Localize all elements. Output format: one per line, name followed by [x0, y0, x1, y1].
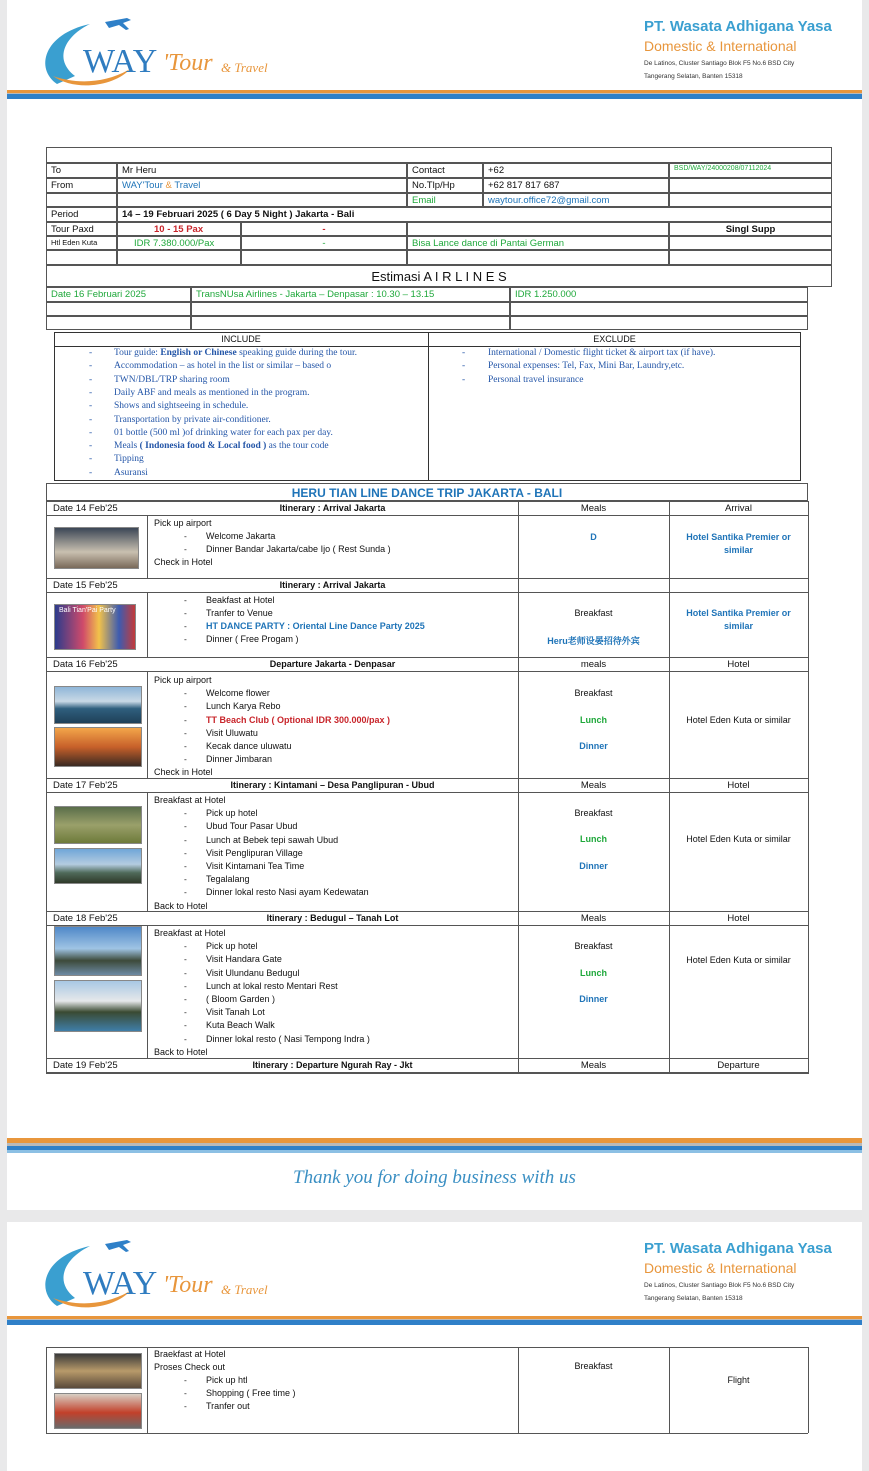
company-name: PT. Wasata Adhigana Yasa [644, 1240, 832, 1257]
blank-cell [46, 302, 191, 316]
from-amp: & [165, 180, 172, 191]
meal-dinner: Dinner [579, 741, 608, 751]
blank-cell [46, 250, 117, 265]
itinerary-line: Tranfer out [206, 1401, 250, 1411]
itinerary-line: Proses Check out [154, 1362, 226, 1372]
itinerary-line: Visit Kintamani Tea Time [206, 861, 305, 871]
include-item-text-a: Asuransi [114, 467, 148, 478]
hotel-name: Hotel Santika Premier or [686, 532, 791, 542]
flight-date: Date 16 Februari 2025 [46, 287, 191, 302]
company-address-1: De Latinos, Cluster Santiago Blok F5 No.6 BSD City [644, 1282, 795, 1289]
include-item-text-c: as the tour code [266, 441, 329, 452]
bullet-dash: - [184, 1007, 187, 1018]
reference-number: BSD/WAY/24000208/07112024 [669, 163, 832, 178]
bullet-dash: - [184, 980, 187, 991]
itinerary-line: Pick up airport [154, 518, 212, 528]
tlp-label: No.Tlp/Hp [407, 178, 483, 193]
trip-title: HERU TIAN LINE DANCE TRIP JAKARTA - BALI [46, 483, 808, 501]
day-date: Date 19 Feb'25 [53, 1060, 118, 1071]
include-item [114, 348, 357, 358]
htl-label: Htl Eden Kuta [46, 236, 117, 250]
include-item-text-a: Accommodation – as hotel in the list or similar – based o [114, 361, 332, 372]
airport-photo [54, 527, 139, 569]
bullet-dash: - [184, 754, 187, 765]
bullet-dash: - [184, 714, 187, 725]
day-meals-header: Meals [580, 780, 607, 791]
itinerary-line: Visit Handara Gate [206, 954, 282, 965]
svg-text:& Travel: & Travel [221, 1282, 268, 1297]
itinerary-line: Tranfer to Venue [206, 608, 273, 618]
bullet-dash: - [89, 374, 93, 385]
pax-label: Tour Paxd [46, 222, 117, 236]
bullet-dash: - [184, 531, 187, 541]
itinerary-line: Pick up htl [206, 1375, 248, 1385]
table-rule [46, 671, 808, 672]
bullet-dash: - [89, 467, 93, 478]
include-item-text-b: English or Chinese [160, 348, 237, 358]
heru-note: Heru老师设晏招待外宾 [547, 636, 640, 646]
include-item [114, 428, 333, 438]
hotel-name: Hotel Eden Kuta or similar [686, 834, 791, 844]
from-travel: Travel [174, 180, 201, 191]
header-top-border [46, 147, 832, 163]
bullet-dash: - [184, 967, 187, 978]
svg-text:WAY: WAY [83, 43, 158, 80]
bullet-dash: - [184, 874, 187, 885]
meal-breakfast: Breakfast [574, 1361, 613, 1371]
from-label: From [46, 178, 117, 193]
include-exclude-header-line [54, 346, 801, 347]
include-item-text-a: Tipping [114, 454, 144, 465]
table-rule [46, 501, 47, 1074]
itinerary-line: Pick up hotel [206, 808, 258, 819]
include-item [114, 415, 271, 425]
itinerary-line: Dinner Jimbaran [206, 754, 273, 765]
itinerary-line: Back to Hotel [154, 900, 208, 911]
bullet-dash: - [89, 348, 93, 358]
day-itinerary-title: Itinerary : Arrival Jakarta [279, 503, 386, 513]
bullet-dash: - [184, 808, 187, 819]
day-meals-header: Meals [580, 503, 607, 514]
include-item-text-a: Tour guide: [114, 348, 161, 358]
day-date: Date 15 Feb'25 [53, 580, 118, 591]
table-rule [808, 501, 809, 1074]
blank-cell [191, 316, 510, 330]
htl-dash: - [241, 236, 407, 250]
bullet-dash: - [89, 441, 93, 452]
company-tagline: Domestic & International [644, 38, 797, 54]
bullet-dash: - [89, 401, 93, 412]
exclude-item: International / Domestic flight ticket & airport tax (if have). [488, 348, 716, 358]
period-value: 14 – 19 Februari 2025 ( 6 Day 5 Night ) Jakarta - Bali [117, 207, 832, 222]
day-date: Date 14 Feb'25 [53, 503, 118, 514]
bullet-dash: - [462, 374, 466, 385]
itinerary-line: Visit Penglipuran Village [206, 847, 303, 858]
bullet-dash: - [184, 1020, 187, 1031]
day-hotel-header: Departure [717, 1060, 760, 1071]
tegalalang-photo [54, 806, 142, 844]
airlines-title: Estimasi A I R L I N E S [46, 265, 832, 287]
company-address-2: Tangerang Selatan, Banten 15318 [644, 73, 743, 80]
header-stripe-blue [7, 94, 862, 99]
blank-cell [46, 316, 191, 330]
contact-value: +62 [483, 163, 669, 178]
itinerary-line: Check in Hotel [154, 767, 213, 778]
include-item [114, 401, 248, 411]
day-meals-header: meals [580, 659, 607, 670]
bullet-dash: - [184, 1401, 187, 1411]
itinerary-line: Visit Ulundanu Bedugul [206, 967, 300, 978]
document-page-2 [7, 1222, 862, 1471]
from-way-tour: WAY'Tour [122, 180, 163, 191]
day-itinerary-title: Departure Jakarta - Denpasar [269, 659, 396, 669]
company-logo [35, 1236, 285, 1316]
blank-cell [407, 222, 669, 236]
day-meals-header: Meals [580, 1060, 607, 1071]
blank-cell [669, 193, 832, 207]
table-rule [808, 1347, 809, 1433]
itinerary-line: Kecak dance uluwatu [206, 741, 292, 751]
itinerary-line: Dinner lokal resto Nasi ayam Kedewatan [206, 887, 369, 898]
meal-breakfast: Breakfast [574, 688, 613, 698]
table-rule [46, 515, 808, 516]
document-page-1 [7, 0, 862, 1210]
company-tagline: Domestic & International [644, 1260, 797, 1276]
include-item [114, 468, 148, 478]
itinerary-line: Pick up airport [154, 675, 212, 685]
contact-label: Contact [407, 163, 483, 178]
bullet-dash: - [184, 1375, 187, 1385]
table-rule [518, 1347, 519, 1433]
company-info [644, 18, 854, 83]
email-label: Email [407, 193, 483, 207]
hotel-name: Hotel Eden Kuta or similar [686, 715, 791, 725]
itinerary-line: HT DANCE PARTY : Oriental Line Dance Party 2025 [206, 621, 425, 631]
table-rule [46, 1073, 808, 1074]
uluwatu-photo [54, 686, 142, 724]
include-item [114, 375, 230, 385]
footer-stripe-lightblue [7, 1150, 862, 1153]
departure-flight: Flight [727, 1375, 750, 1385]
include-item [114, 454, 144, 464]
include-item-text-b: ( Indonesia food & Local food ) [139, 441, 267, 452]
bedugul-photo [54, 926, 142, 976]
include-item-text-a: Shows and sightseeing in schedule. [114, 401, 249, 412]
table-rule [46, 1433, 808, 1434]
itinerary-line: Visit Tanah Lot [206, 1007, 265, 1018]
itinerary-line: Kuta Beach Walk [206, 1020, 275, 1031]
hotel-name: Hotel Santika Premier or [686, 608, 791, 618]
table-rule [46, 792, 808, 793]
kecak-photo [54, 727, 142, 767]
itinerary-line: Welcome Jakarta [206, 531, 276, 541]
include-item-text-c: speaking guide during the tour. [236, 348, 358, 358]
itinerary-line: Tegalalang [206, 874, 250, 885]
day-itinerary-title: Itinerary : Kintamani – Desa Panglipuran - Ubud [230, 780, 435, 790]
itinerary-line: Check in Hotel [154, 557, 213, 567]
bullet-dash: - [184, 994, 187, 1004]
itinerary-line: Dinner ( Free Progam ) [206, 634, 299, 644]
exclude-item: Personal expenses: Tel, Fax, Mini Bar, Laundry,etc. [488, 361, 685, 372]
blank-cell [241, 250, 407, 265]
to-value: Mr Heru [117, 163, 407, 178]
day-hotel-header: Hotel [727, 780, 750, 791]
itinerary-line: Lunch at lokal resto Mentari Rest [206, 980, 338, 991]
bullet-dash: - [184, 701, 187, 712]
table-rule [669, 1347, 670, 1433]
meal-breakfast: Breakfast [574, 808, 613, 818]
table-rule [46, 501, 808, 502]
day-hotel-header: Hotel [727, 913, 750, 924]
svg-text:WAY: WAY [83, 1265, 158, 1302]
bullet-dash: - [184, 861, 187, 871]
blank-cell [669, 178, 832, 193]
tlp-value: +62 817 817 687 [483, 178, 669, 193]
bullet-dash: - [89, 414, 93, 425]
bullet-dash: - [184, 621, 187, 631]
blank-cell [669, 250, 832, 265]
bullet-dash: - [184, 834, 187, 845]
meal-dinner: Dinner [579, 994, 608, 1004]
company-info [644, 1240, 854, 1305]
email-value[interactable]: waytour.office72@gmail.com [483, 193, 669, 207]
day-hotel-header: Hotel [727, 659, 750, 670]
bullet-dash: - [184, 544, 187, 554]
day-itinerary-title: Itinerary : Departure Ngurah Ray - Jkt [252, 1060, 413, 1070]
table-rule [669, 501, 670, 1074]
thanks-note: Thank you for doing business with us [293, 1167, 576, 1188]
bullet-dash: - [462, 348, 466, 358]
meal-breakfast: Breakfast [574, 608, 613, 618]
table-rule [46, 778, 808, 779]
bullet-dash: - [184, 847, 187, 858]
blank-cell [117, 193, 407, 207]
company-logo [35, 14, 285, 94]
table-rule [147, 671, 148, 778]
bullet-dash: - [184, 688, 187, 699]
include-item-text-a: Transportation by private air-conditioner. [114, 414, 271, 425]
bullet-dash: - [89, 387, 93, 398]
blank-cell [669, 236, 832, 250]
exclude-title: EXCLUDE [593, 334, 636, 344]
itinerary-line: ( Bloom Garden ) [206, 994, 276, 1004]
pax-dash: - [241, 222, 407, 236]
table-rule [46, 1058, 808, 1059]
blank-cell [407, 250, 669, 265]
meal-lunch: Lunch [580, 968, 607, 978]
blank-cell [510, 302, 808, 316]
blank-cell [46, 193, 117, 207]
meal-dinner: Dinner [579, 861, 608, 871]
table-rule [46, 1347, 47, 1433]
itinerary-line: Visit Uluwatu [206, 727, 258, 738]
include-item-text-a: Meals [114, 441, 140, 452]
blank-cell [510, 316, 808, 330]
flight-info: TransNUsa Airlines - Jakarta – Denpasar : 10.30 – 13.15 [191, 287, 510, 302]
dance-party-caption: Bali Tian'Pai Party [59, 607, 116, 614]
itinerary-line: Breakfast at Hotel [154, 928, 226, 938]
bullet-dash: - [89, 454, 93, 465]
day-itinerary-title: Itinerary : Arrival Jakarta [279, 580, 386, 590]
bullet-dash: - [184, 821, 187, 832]
itinerary-line: Pick up hotel [206, 941, 258, 952]
include-item [114, 441, 329, 451]
meal-lunch: Lunch [580, 834, 607, 844]
bullet-dash: - [184, 941, 187, 952]
blank-cell [191, 302, 510, 316]
hotel-name-cont: similar [723, 621, 754, 631]
svg-text:'Tour: 'Tour [163, 50, 213, 76]
itinerary-line: Beakfast at Hotel [206, 595, 275, 605]
meal-lunch: Lunch [580, 715, 607, 725]
tanah-lot-photo [54, 980, 142, 1032]
bullet-dash: - [184, 608, 187, 618]
exclude-item: Personal travel insurance [488, 374, 584, 385]
itinerary-line: Braekfast at Hotel [154, 1349, 226, 1359]
table-rule [46, 578, 808, 579]
hotel-name: Hotel Eden Kuta or similar [686, 955, 791, 965]
table-rule [46, 592, 808, 593]
svg-text:& Travel: & Travel [221, 60, 268, 75]
singl-supp: Singl Supp [669, 222, 832, 236]
table-rule [147, 592, 148, 657]
htl-price: IDR 7.380.000/Pax [117, 236, 241, 250]
bullet-dash: - [184, 595, 187, 605]
airport-bali-photo [54, 1393, 142, 1429]
day-meals-header: Meals [580, 913, 607, 924]
company-address-1: De Latinos, Cluster Santiago Blok F5 No.6 BSD City [644, 60, 795, 67]
bullet-dash: - [184, 634, 187, 644]
table-rule [46, 911, 808, 912]
day-date: Date 18 Feb'25 [53, 913, 118, 924]
meal-dinner: D [590, 532, 597, 542]
include-title: INCLUDE [221, 334, 261, 344]
table-rule [147, 515, 148, 578]
header-stripe-blue [7, 1320, 862, 1325]
bullet-dash: - [184, 887, 187, 898]
flight-price: IDR 1.250.000 [510, 287, 808, 302]
blank-cell [117, 250, 241, 265]
to-label: To [46, 163, 117, 178]
bullet-dash: - [184, 1033, 187, 1044]
include-item-text-a: TWN/DBL/TRP sharing room [114, 374, 230, 385]
include-item [114, 361, 331, 371]
itinerary-line: Ubud Tour Pasar Ubud [206, 821, 298, 832]
table-rule [46, 657, 808, 658]
bullet-dash: - [89, 361, 93, 372]
lance-note: Bisa Lance dance di Pantai German [407, 236, 669, 250]
hotel-name-cont: similar [723, 545, 754, 555]
company-name: PT. Wasata Adhigana Yasa [644, 18, 832, 35]
table-rule [46, 1347, 808, 1348]
day-hotel-header: Arrival [725, 503, 752, 514]
meal-breakfast: Breakfast [574, 941, 613, 951]
table-rule [147, 925, 148, 1058]
from-value [117, 178, 407, 193]
kintamani-photo [54, 848, 142, 884]
include-item-text-a: Daily ABF and meals as mentioned in the program. [114, 387, 310, 398]
itinerary-line: Dinner lokal resto ( Nasi Tempong Indra ) [206, 1033, 370, 1044]
day-date: Date 17 Feb'25 [53, 780, 118, 791]
day-date: Data 16 Feb'25 [53, 659, 118, 670]
itinerary-line: Breakfast at Hotel [154, 795, 226, 805]
bullet-dash: - [184, 954, 187, 965]
bullet-dash: - [462, 361, 466, 372]
bullet-dash: - [184, 727, 187, 738]
include-item [114, 388, 310, 398]
table-rule [147, 792, 148, 911]
bullet-dash: - [184, 741, 187, 751]
bullet-dash: - [89, 427, 93, 438]
itinerary-line: Back to Hotel [154, 1046, 208, 1057]
itinerary-line: Welcome flower [206, 688, 270, 699]
itinerary-line: Lunch Karya Rebo [206, 701, 281, 712]
include-item-text-a: 01 bottle (500 ml )of drinking water for each pax per day. [114, 427, 333, 438]
table-rule [518, 501, 519, 1074]
svg-text:'Tour: 'Tour [163, 1272, 213, 1298]
table-rule [147, 1347, 148, 1433]
itinerary-line: TT Beach Club ( Optional IDR 300.000/pax ) [206, 714, 391, 725]
bullet-dash: - [184, 1388, 187, 1398]
period-label: Period [46, 207, 117, 222]
include-exclude-divider [428, 332, 429, 481]
itinerary-line: Dinner Bandar Jakarta/cabe Ijo ( Rest Sunda ) [206, 544, 391, 554]
day-itinerary-title: Itinerary : Bedugul – Tanah Lot [266, 913, 399, 923]
pax-value: 10 - 15 Pax [117, 222, 241, 236]
company-address-2: Tangerang Selatan, Banten 15318 [644, 1295, 743, 1302]
shopping-photo [54, 1353, 142, 1389]
itinerary-line: Shopping ( Free time ) [206, 1388, 296, 1398]
table-rule [46, 925, 808, 926]
itinerary-line: Lunch at Bebek tepi sawah Ubud [206, 834, 339, 845]
